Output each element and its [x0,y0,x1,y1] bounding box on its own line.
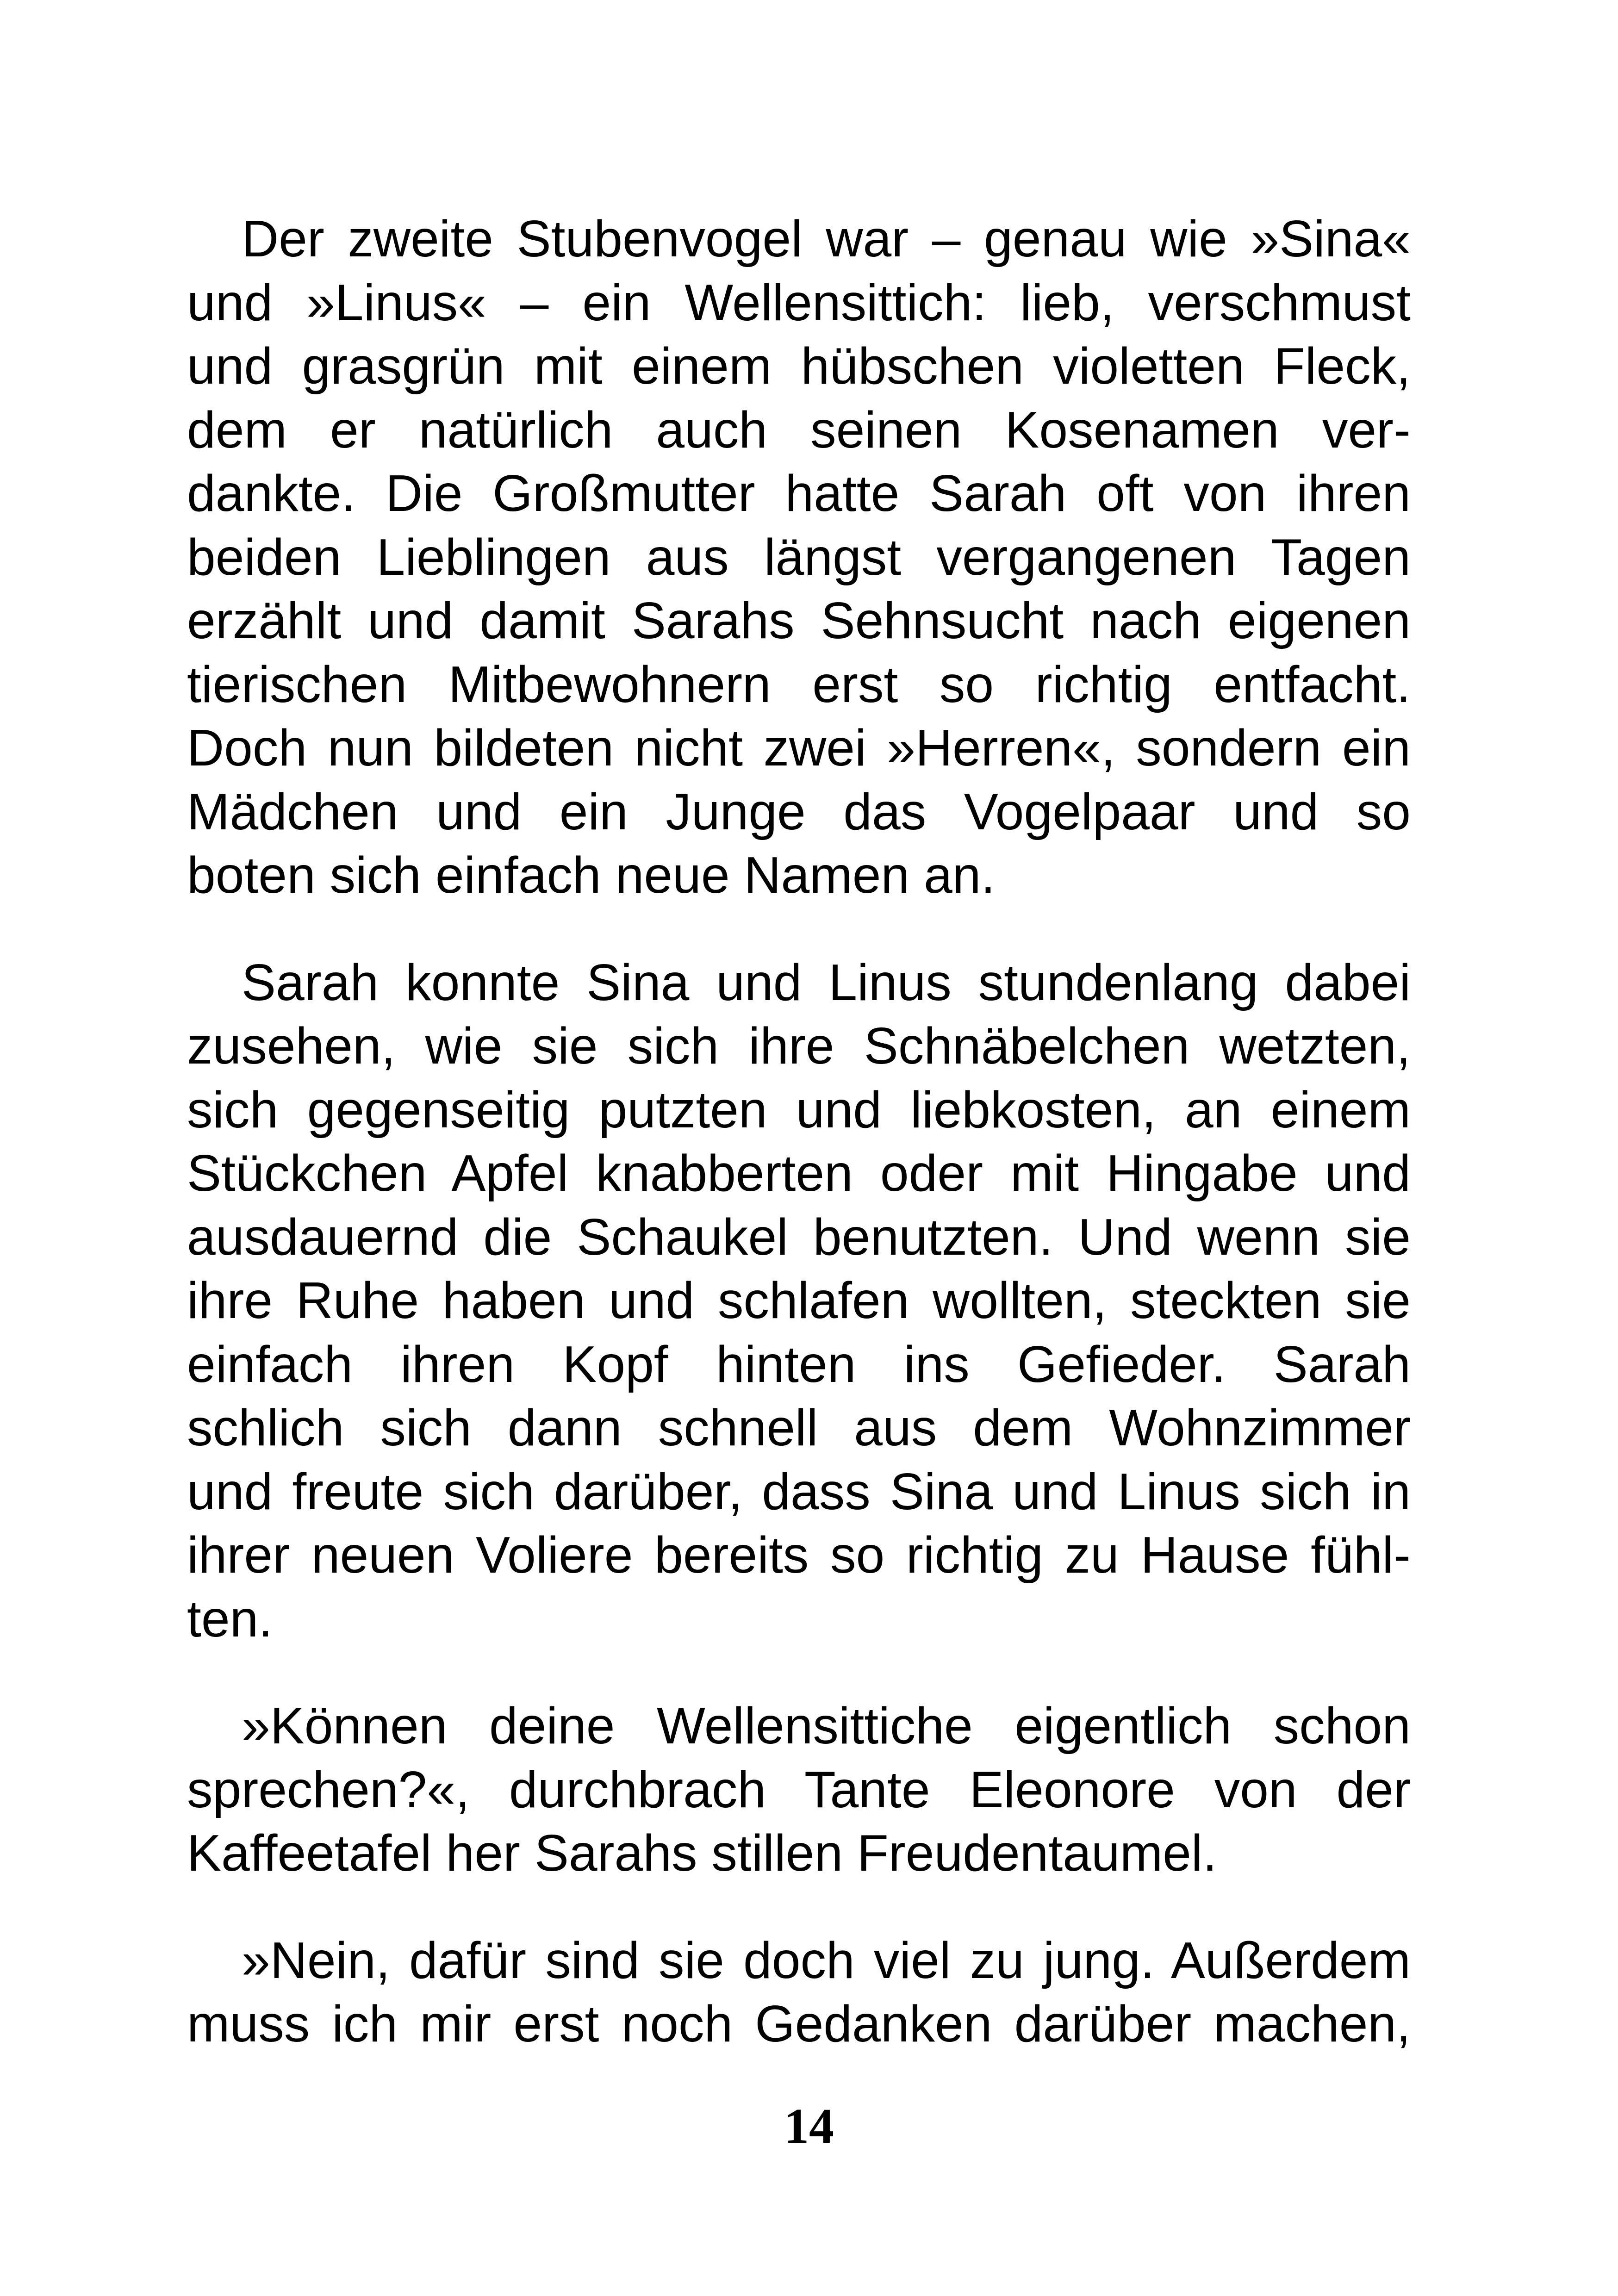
text-line: und freute sich darüber, dass Sina und Linus sich in [187,1462,1411,1520]
text-line: Sarah konnte Sina und Linus stundenlang dabei [242,953,1411,1011]
page-body [187,207,1411,2056]
text-line: und grasgrün mit einem hübschen violetten Fleck, [187,337,1411,395]
paragraph-4 [187,1929,1411,2056]
text-line: tierischen Mitbewohnern erst so richtig entfacht. [187,655,1411,713]
text-line: ihre Ruhe haben und schlafen wollten, steckten sie [187,1272,1411,1329]
paragraph-1 [187,207,1411,908]
text-line: Doch nun bildeten nicht zwei »Herren«, sondern ein [187,719,1411,777]
text-line: zusehen, wie sie sich ihre Schnäbelchen wetzten, [187,1017,1411,1075]
text-line: Kaffeetafel her Sarahs stillen Freudentaumel. [187,1824,1217,1882]
text-line: sprechen?«, durchbrach Tante Eleonore von der [187,1761,1411,1818]
text-line: ten. [187,1590,273,1648]
text-line: erzählt und damit Sarahs Sehnsucht nach eigenen [187,592,1411,649]
text-line: dem er natürlich auch seinen Kosenamen ver- [187,401,1411,459]
text-line: muss ich mir erst noch Gedanken darüber machen, [187,1995,1411,2053]
text-line: Stückchen Apfel knabberten oder mit Hingabe und [187,1145,1411,1202]
paragraph-3 [187,1694,1411,1885]
text-line: sich gegenseitig putzten und liebkosten, an einem [187,1081,1411,1139]
text-line: »Können deine Wellensittiche eigentlich schon [242,1697,1411,1755]
text-line: Der zweite Stubenvogel war – genau wie »Sina« [242,210,1411,268]
text-line: schlich sich dann schnell aus dem Wohnzimmer [187,1399,1411,1456]
text-line: ausdauernd die Schaukel benutzten. Und wenn sie [187,1208,1411,1266]
paragraph-2 [187,951,1411,1651]
page-number: 14 [784,2099,834,2154]
text-line: boten sich einfach neue Namen an. [187,846,996,904]
text-line: »Nein, dafür sind sie doch viel zu jung. Außerdem [242,1931,1411,1989]
text-line: Mädchen und ein Junge das Vogelpaar und so [187,783,1411,840]
text-line: ihrer neuen Voliere bereits so richtig zu Hause fühl- [187,1526,1411,1584]
text-line: beiden Lieblingen aus längst vergangenen Tagen [187,528,1411,586]
text-line: und »Linus« – ein Wellensittich: lieb, verschmust [187,274,1411,331]
text-line: dankte. Die Großmutter hatte Sarah oft von ihren [187,465,1411,522]
text-line: einfach ihren Kopf hinten ins Gefieder. Sarah [187,1335,1411,1393]
